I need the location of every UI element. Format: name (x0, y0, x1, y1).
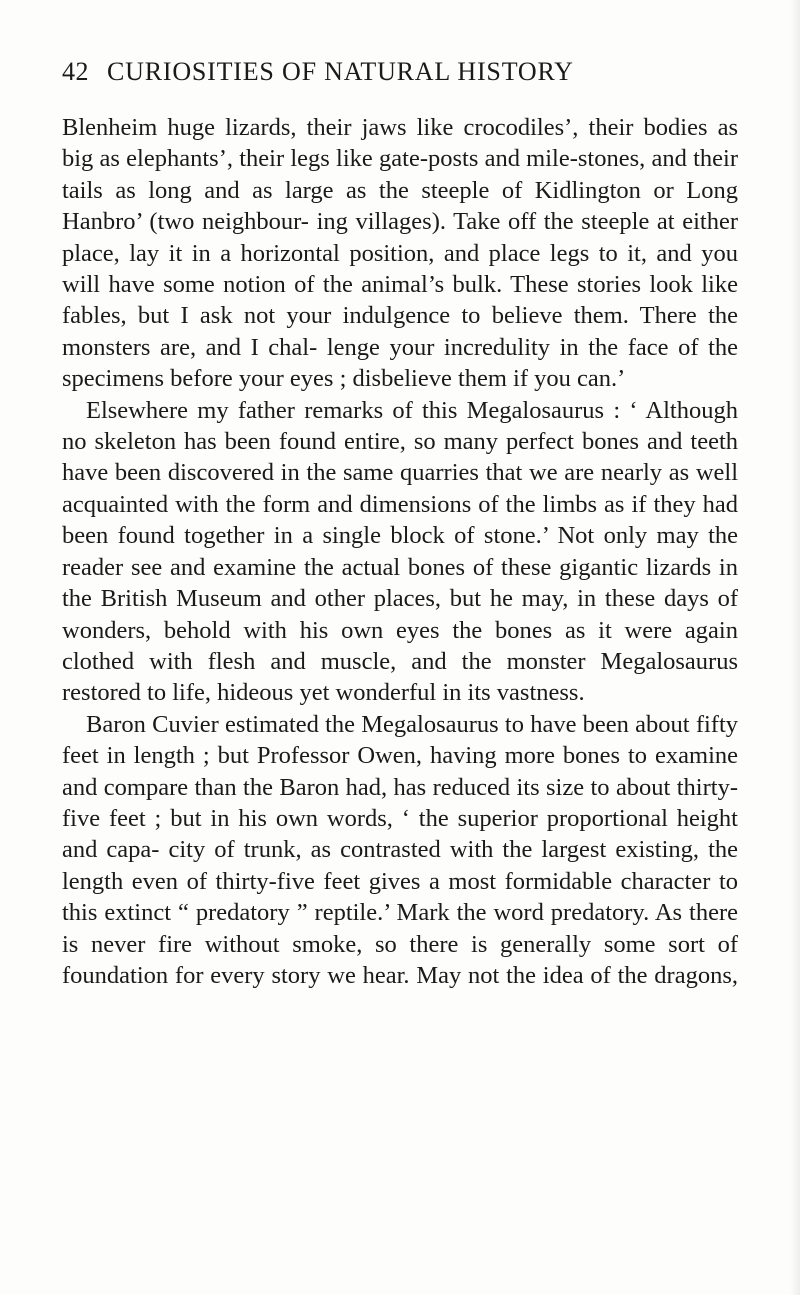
running-header (62, 57, 702, 97)
running-title: CURIOSITIES OF NATURAL HISTORY (107, 57, 574, 86)
page-edge-shadow (790, 0, 800, 1295)
body-text (62, 112, 738, 991)
paragraph-continuation: Blenheim huge lizards, their jaws like crocodiles’, their bodies as big as elephants’, their legs like gate-posts and mile-stones, and their tails as long and as large as the steeple of Kidlington or Long Hanbro’ (two neighbour- ing villages). Take off the steeple at either place, lay it in a horizontal position, and place legs to it, and you will have some notion of the animal’s bulk. These stories look like fables, but I ask not your indulgence to believe them. There the monsters are, and I chal- lenge your incredulity in the face of the specimens before your eyes ; disbelieve them if you can.’ (62, 114, 738, 393)
paragraph-cuvier-owen: Baron Cuvier estimated the Megalosaurus to have been about fifty feet in length ; but Professor Owen, having more bones to examine and compare than the Baron had, has reduced its size to about thirty-five feet ; but in his own words, ‘ the superior proportional height and capa- city of trunk, as contrasted with the largest existing, the length even of thirty-five feet gives a most formidable character to this extinct “ predatory ” reptile.’ Mark the word predatory. As there is never fire without smoke, so there is generally some sort of foundation for every story we hear. May not the idea of the dragons, (62, 710, 738, 989)
page-number: 42 (62, 57, 89, 86)
paragraph-megalosaurus-remarks: Elsewhere my father remarks of this Megalosaurus : ‘ Although no skeleton has been found entire, so many perfect bones and teeth have been discovered in the same quarries that we are nearly as well acquainted with the form and dimensions of the limbs as if they had been found together in a single block of stone.’ Not only may the reader see and examine the actual bones of these gigantic lizards in the British Museum and other places, but he may, in these days of wonders, behold with his own eyes the bones as it were again clothed with flesh and muscle, and the monster Megalosaurus restored to life, hideous yet wonderful in its vastness. (62, 396, 738, 707)
